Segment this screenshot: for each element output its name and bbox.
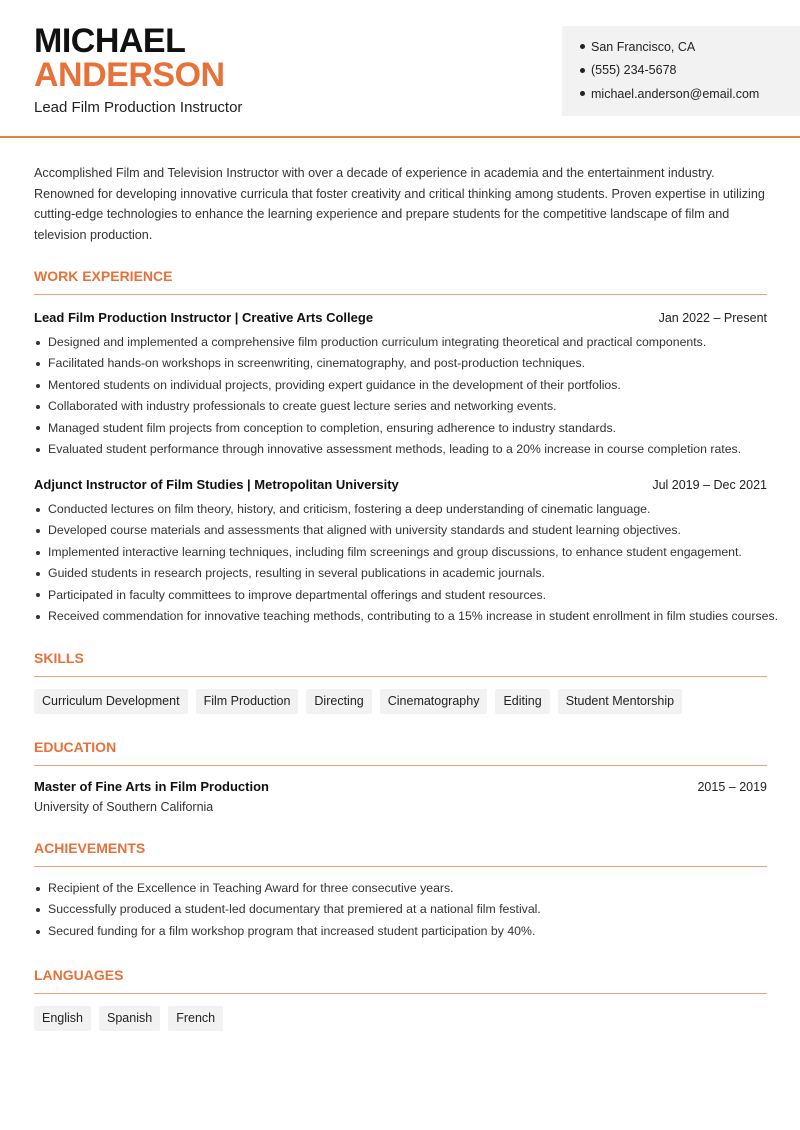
list-item-text: Successfully produced a student-led documentary that premiered at a national film festival. [48, 902, 541, 917]
list-item-text: Collaborated with industry professionals to create guest lecture series and networking events. [48, 399, 557, 414]
list-item [34, 878, 774, 899]
language-chip: French [168, 1006, 223, 1031]
bullet-icon [580, 44, 585, 49]
list-item-text: Participated in faculty committees to improve departmental offerings and student resources. [48, 587, 547, 602]
skill-chip: Film Production [196, 689, 299, 714]
skill-chip: Editing [495, 689, 549, 714]
bullet-icon [580, 68, 585, 73]
list-item [34, 542, 774, 563]
section-title-achievements: ACHIEVEMENTS [34, 840, 767, 867]
contact-location [580, 35, 800, 59]
contact-box [562, 26, 800, 116]
list-item-text: Guided students in research projects, resulting in several publications in academic journals. [48, 566, 545, 581]
list-item [34, 563, 774, 584]
education-degree: Master of Fine Arts in Film Production [34, 779, 269, 794]
list-item-text: Designed and implemented a comprehensive film production curriculum integrating theoretical and practical components. [48, 335, 707, 349]
contact-email [580, 82, 800, 106]
language-chip: Spanish [99, 1006, 160, 1031]
last-name: ANDERSON [34, 56, 225, 94]
contact-phone-text: (555) 234-5678 [591, 63, 677, 78]
job-title-2: Adjunct Instructor of Film Studies | Metropolitan University [34, 477, 399, 492]
job-dates-1: Jan 2022 – Present [658, 311, 767, 325]
job-bullets-2 [34, 499, 779, 627]
bullet-icon [36, 448, 40, 452]
bullet-icon [36, 887, 40, 891]
achievements-list [34, 878, 774, 942]
education-header [34, 779, 767, 794]
contact-phone [580, 59, 800, 83]
bullet-icon [36, 405, 40, 409]
contact-email-text: michael.anderson@email.com [591, 86, 760, 101]
contact-location-text: San Francisco, CA [591, 39, 696, 54]
bullet-icon [36, 572, 40, 576]
job-header-1 [34, 310, 767, 325]
list-item [34, 396, 774, 417]
job-dates-2: Jul 2019 – Dec 2021 [652, 478, 767, 492]
bullet-icon [36, 908, 40, 912]
bullet-icon [580, 91, 585, 96]
job-bullets-1 [34, 332, 774, 460]
skill-chip: Directing [306, 689, 371, 714]
list-item [34, 899, 774, 920]
list-item [34, 439, 774, 460]
list-item-text: Managed student film projects from conception to completion, ensuring adherence to industry standards. [48, 420, 617, 435]
list-item-text: Received commendation for innovative teaching methods, contributing to a 15% increase in student enrollment in film studies courses. [48, 609, 779, 624]
first-name: MICHAEL [34, 22, 186, 60]
bullet-icon [36, 593, 40, 597]
section-title-work-experience: WORK EXPERIENCE [34, 268, 767, 295]
list-item-text: Developed course materials and assessments that aligned with university standards and student learning objectives. [48, 523, 681, 538]
skill-chip: Student Mentorship [558, 689, 682, 714]
bullet-icon [36, 529, 40, 533]
bullet-icon [36, 362, 40, 366]
list-item [34, 375, 774, 396]
section-title-education: EDUCATION [34, 739, 767, 766]
job-header-2 [34, 477, 767, 492]
list-item [34, 499, 774, 520]
resume-header [0, 0, 800, 138]
candidate-name [34, 24, 225, 92]
list-item [34, 353, 774, 374]
education-school: University of Southern California [34, 800, 214, 814]
list-item-text: Facilitated hands-on workshops in screenwriting, cinematography, and post-production techniques. [48, 356, 586, 371]
languages-list [34, 1006, 231, 1031]
education-dates: 2015 – 2019 [697, 780, 767, 794]
list-item [34, 606, 779, 627]
bullet-icon [36, 341, 40, 345]
list-item [34, 520, 774, 541]
skill-chip: Cinematography [380, 689, 488, 714]
bullet-icon [36, 508, 40, 512]
list-item [34, 418, 774, 439]
bullet-icon [36, 384, 40, 388]
job-title-1: Lead Film Production Instructor | Creative Arts College [34, 310, 374, 325]
bullet-icon [36, 615, 40, 619]
list-item [34, 332, 774, 353]
list-item-text: Implemented interactive learning techniques, including film screenings and group discussions, to enhance student engagement. [48, 544, 742, 559]
bullet-icon [36, 551, 40, 555]
skill-chip: Curriculum Development [34, 689, 188, 714]
list-item-text: Evaluated student performance through innovative assessment methods, leading to a 20% increase in course completion rates. [48, 442, 742, 457]
section-title-skills: SKILLS [34, 650, 767, 677]
section-title-languages: LANGUAGES [34, 967, 767, 994]
list-item-text: Secured funding for a film workshop program that increased student participation by 40%. [48, 923, 536, 938]
list-item [34, 921, 774, 942]
list-item [34, 585, 774, 606]
list-item-text: Mentored students on individual projects, providing expert guidance in the development of their portfolios. [48, 377, 621, 392]
professional-summary: Accomplished Film and Television Instructor with over a decade of experience in academia and the entertainment industry. Renowned for developing innovative curricula that foster creativity and critical thinking among students. Proven expertise in utilizing cutting-edge technologies to enhance the learning experience and prepare students for the competitive landscape of film and television production. [34, 166, 765, 242]
job-title-headline: Lead Film Production Instructor [34, 99, 243, 116]
list-item-text: Recipient of the Excellence in Teaching Award for three consecutive years. [48, 881, 454, 895]
skills-list [34, 689, 690, 714]
language-chip: English [34, 1006, 91, 1031]
bullet-icon [36, 426, 40, 430]
list-item-text: Conducted lectures on film theory, history, and criticism, fostering a deep understanding of cinematic language. [48, 502, 651, 516]
bullet-icon [36, 930, 40, 934]
